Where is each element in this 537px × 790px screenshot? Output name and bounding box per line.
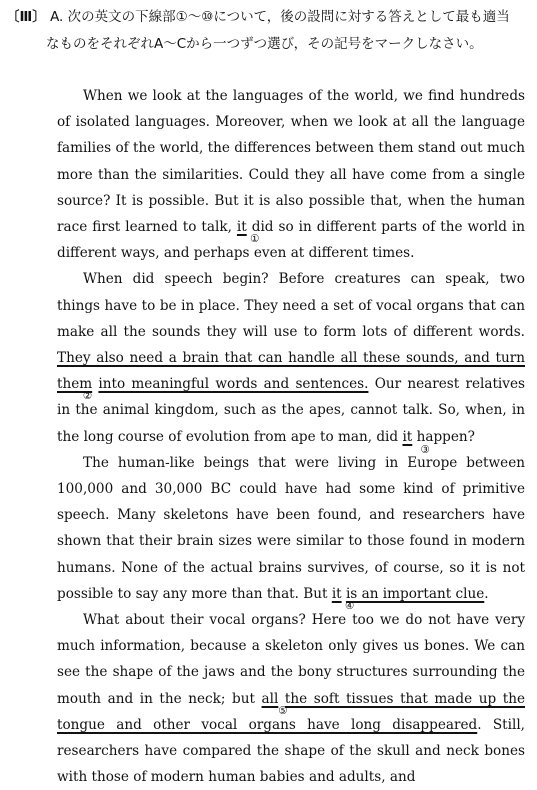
paragraph-1 bbox=[57, 83, 525, 266]
paragraph-3 bbox=[57, 450, 525, 612]
underline-4-text-b: is an important clue bbox=[345, 585, 485, 602]
underline-3-text: it bbox=[402, 428, 413, 445]
paragraph-3-text-b: . bbox=[484, 585, 489, 602]
question-header bbox=[6, 4, 534, 58]
underline-2-anchor bbox=[57, 376, 93, 403]
underline-4-text-a: it bbox=[331, 585, 342, 602]
paragraph-1-text-b: did so in different parts of the world in different ways, and perhaps even at different times. bbox=[57, 219, 526, 262]
paragraph-2-text-b: Our nearest relatives in the animal kingdom, such as the apes, cannot talk. So, when, in the long course of evolution from ape to man, did bbox=[57, 376, 525, 445]
paragraph-1-text-a: When we look at the languages of the world, we find hundreds of isolated languages. Moreover, when we look at all the language families of the world, the differences between them stand out much more than the similarities. Could they all have come from a single source? It is possible. But it is also possible that, when the human race first learned to talk, bbox=[57, 88, 525, 236]
section-label: 〔Ⅲ〕 bbox=[6, 9, 46, 25]
underline-2-text-c: into meaningful words and sentences. bbox=[98, 376, 369, 393]
underline-4-anchor bbox=[331, 585, 355, 612]
underline-1-text: it bbox=[236, 219, 247, 236]
paragraph-4 bbox=[57, 607, 525, 790]
underline-3 bbox=[402, 428, 430, 456]
marker-4: ④ bbox=[345, 599, 355, 612]
underline-2-text-a: They also need a brain that can handle all these sounds, and turn bbox=[57, 350, 525, 367]
instruction-line-1: A. 次の英文の下線部①～⑩について，後の設問に対する答えとして最も適当 bbox=[50, 9, 510, 25]
paragraph-2 bbox=[57, 266, 525, 456]
paragraph-2-text-a: When did speech begin? Before creatures can speak, two things have to be in place. They need a set of vocal organs that can make all the sounds they will use to form lots of different words. bbox=[57, 271, 525, 340]
marker-5: ⑤ bbox=[278, 704, 288, 717]
marker-3: ③ bbox=[420, 443, 430, 456]
marker-1: ① bbox=[250, 233, 260, 246]
marker-2: ② bbox=[82, 390, 93, 403]
underline-1 bbox=[236, 219, 260, 246]
underline-5-anchor bbox=[261, 690, 288, 717]
underline-2-text-b: them bbox=[57, 376, 93, 393]
paragraph-3-text-a: The human-like beings that were living in Europe between 100,000 and 30,000 BC could have had some kind of primitive speech. Many skeletons have been found, and researchers have shown that their brain sizes were similar to those found in modern humans. None of the actual brains survives, of course, so it is not possible to say any more than that. But bbox=[57, 454, 525, 602]
paragraph-4-text-b: . Still, researchers have compared the shape of the skull and neck bones with those of modern human babies and adults, and bbox=[57, 716, 526, 786]
paragraph-4-text-a: What about their vocal organs? Here too we do not have very much information, because a skeleton only gives us bones. We can see the shape of the jaws and the bony structures surrounding the mouth and in the neck; but bbox=[57, 612, 525, 707]
underline-5-text-a: all bbox=[261, 690, 279, 707]
instruction-line-2: なものをそれぞれA～Cから一つずつ選び，その記号をマークしなさい。 bbox=[46, 36, 483, 52]
paragraph-2-text-c: happen? bbox=[416, 428, 475, 445]
underline-5-text-b: the soft tissues that made up the tongue and other vocal organs have long disappeared bbox=[57, 690, 526, 733]
passage bbox=[57, 83, 525, 790]
